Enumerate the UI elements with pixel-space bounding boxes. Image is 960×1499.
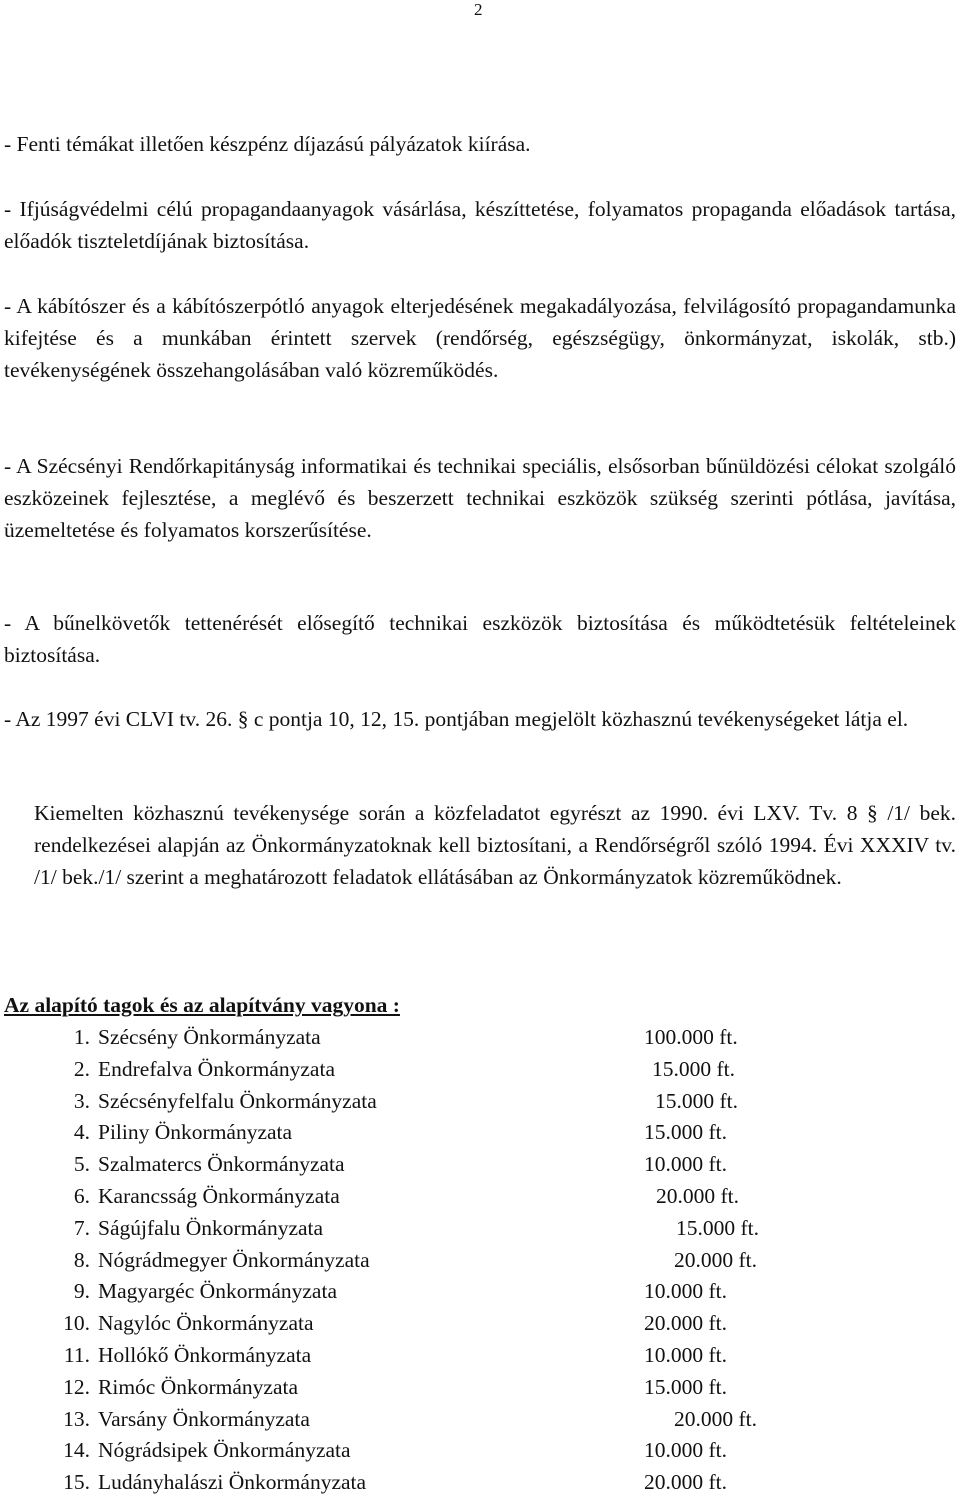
founder-name: Nógrádmegyer Önkormányzata [98,1247,370,1272]
founder-number: 2. [73,1056,90,1081]
founder-name: Nógrádsipek Önkormányzata [98,1438,351,1463]
founder-row [0,1022,960,1054]
founder-name: Endrefalva Önkormányzata [98,1056,335,1081]
founder-row [0,1245,960,1277]
paragraph-youth-protection: - Ifjúságvédelmi célú propagandaanyagok vásárlása, készíttetése, folyamatos propaganda előadások tartása, előadók tiszteletdíjának biztosítása. [4,197,956,253]
founder-amount: 15.000 ft. [652,1056,736,1081]
founder-number: 12. [63,1374,90,1399]
founder-number: 13. [63,1406,90,1431]
founder-row [0,1435,960,1467]
founder-name: Rimóc Önkormányzata [98,1374,299,1399]
founder-amount: 20.000 ft. [674,1247,758,1272]
founder-row [0,1213,960,1245]
founders-heading: Az alapító tagok és az alapítvány vagyona : [4,993,400,1017]
founder-row [0,1181,960,1213]
founder-name: Varsány Önkormányzata [98,1406,310,1431]
founder-number: 10. [63,1311,90,1336]
founder-name: Ludányhalászi Önkormányzata [98,1470,367,1495]
founder-row [0,1372,960,1404]
founder-row [0,1340,960,1372]
founder-name: Nagylóc Önkormányzata [98,1311,314,1336]
founder-amount: 15.000 ft. [676,1215,760,1240]
paragraph-police-equipment: - A Szécsényi Rendőrkapitányság informatikai és technikai speciális, elsősorban bűnüldözési célokat szolgáló eszközeinek fejlesztése, a meglévő és beszerzett technikai eszközök szükség szerinti pótlása, javítása, üzemeltetése és folyamatos korszerűsítése. [4,454,956,542]
founder-number: 4. [73,1120,90,1145]
paragraph-drug-prevention: - A kábítószer és a kábítószerpótló anyagok elterjedésének megakadályozása, felvilágosító propagandamunka kifejtése és a munkában érintett szervek (rendőrség, egészségügy, önkormányzat, iskolák, stb.) tevékenységének összehangolásában való közreműködés. [4,294,956,382]
founder-amount: 20.000 ft. [656,1183,740,1208]
founder-amount: 20.000 ft. [644,1311,728,1336]
founder-number: 5. [73,1152,90,1177]
founder-row [0,1467,960,1499]
founder-number: 1. [73,1025,90,1049]
founder-row [0,1276,960,1308]
founder-amount: 10.000 ft. [644,1342,728,1367]
founder-row [0,1117,960,1149]
founder-amount: 15.000 ft. [644,1120,728,1145]
founder-number: 7. [73,1215,90,1240]
paragraph-prize-tenders: - Fenti témákat illetően készpénz díjazású pályázatok kiírása. [4,132,531,156]
founder-amount: 20.000 ft. [644,1470,728,1495]
founder-number: 9. [73,1279,90,1304]
founder-name: Karancsság Önkormányzata [98,1183,340,1208]
founder-name: Piliny Önkormányzata [98,1120,293,1145]
founder-amount: 10.000 ft. [644,1152,728,1177]
page-number: 2 [474,0,483,19]
founder-amount: 10.000 ft. [644,1438,728,1463]
founder-name: Hollókő Önkormányzata [98,1342,312,1367]
paragraph-public-benefit-law: - Az 1997 évi CLVI tv. 26. § c pontja 10, 12, 15. pontjában megjelölt közhasznú tevékenységeket látja el. [4,707,909,731]
founder-number: 8. [73,1247,90,1272]
founder-number: 6. [73,1183,90,1208]
founder-name: Szécsény Önkormányzata [98,1025,321,1049]
paragraph-crime-detection: - A bűnelkövetők tettenérését elősegítő technikai eszközök biztosítása és működtetésük feltételeinek biztosítása. [4,611,956,667]
founder-name: Szalmatercs Önkormányzata [98,1152,345,1177]
founder-number: 3. [73,1088,90,1113]
founder-name: Ságújfalu Önkormányzata [98,1215,324,1240]
founder-amount: 15.000 ft. [655,1088,739,1113]
founder-amount: 15.000 ft. [644,1374,728,1399]
founder-row [0,1404,960,1436]
founder-row [0,1054,960,1086]
founder-row [0,1308,960,1340]
founder-amount: 100.000 ft. [644,1025,738,1049]
founder-number: 14. [63,1438,90,1463]
founder-row [0,1149,960,1181]
founder-name: Szécsényfelfalu Önkormányzata [98,1088,377,1113]
paragraph-public-duties: Kiemelten közhasznú tevékenysége során a közfeladatot egyrészt az 1990. évi LXV. Tv. 8 § /1/ bek. rendelkezései alapján az Önkormányzatoknak kell biztosítani, a Rendőrségről szóló 1994. Évi XXXIV tv. /1/ bek./1/ szerint a meghatározott feladatok ellátásában az Önkormányzatok közreműködnek. [34,801,956,889]
founder-row [0,1086,960,1118]
founder-number: 15. [63,1470,90,1495]
founder-amount: 20.000 ft. [674,1406,758,1431]
founder-number: 11. [63,1342,90,1367]
founder-amount: 10.000 ft. [644,1279,728,1304]
founders-list [0,1022,960,1499]
founder-name: Magyargéc Önkormányzata [98,1279,337,1304]
